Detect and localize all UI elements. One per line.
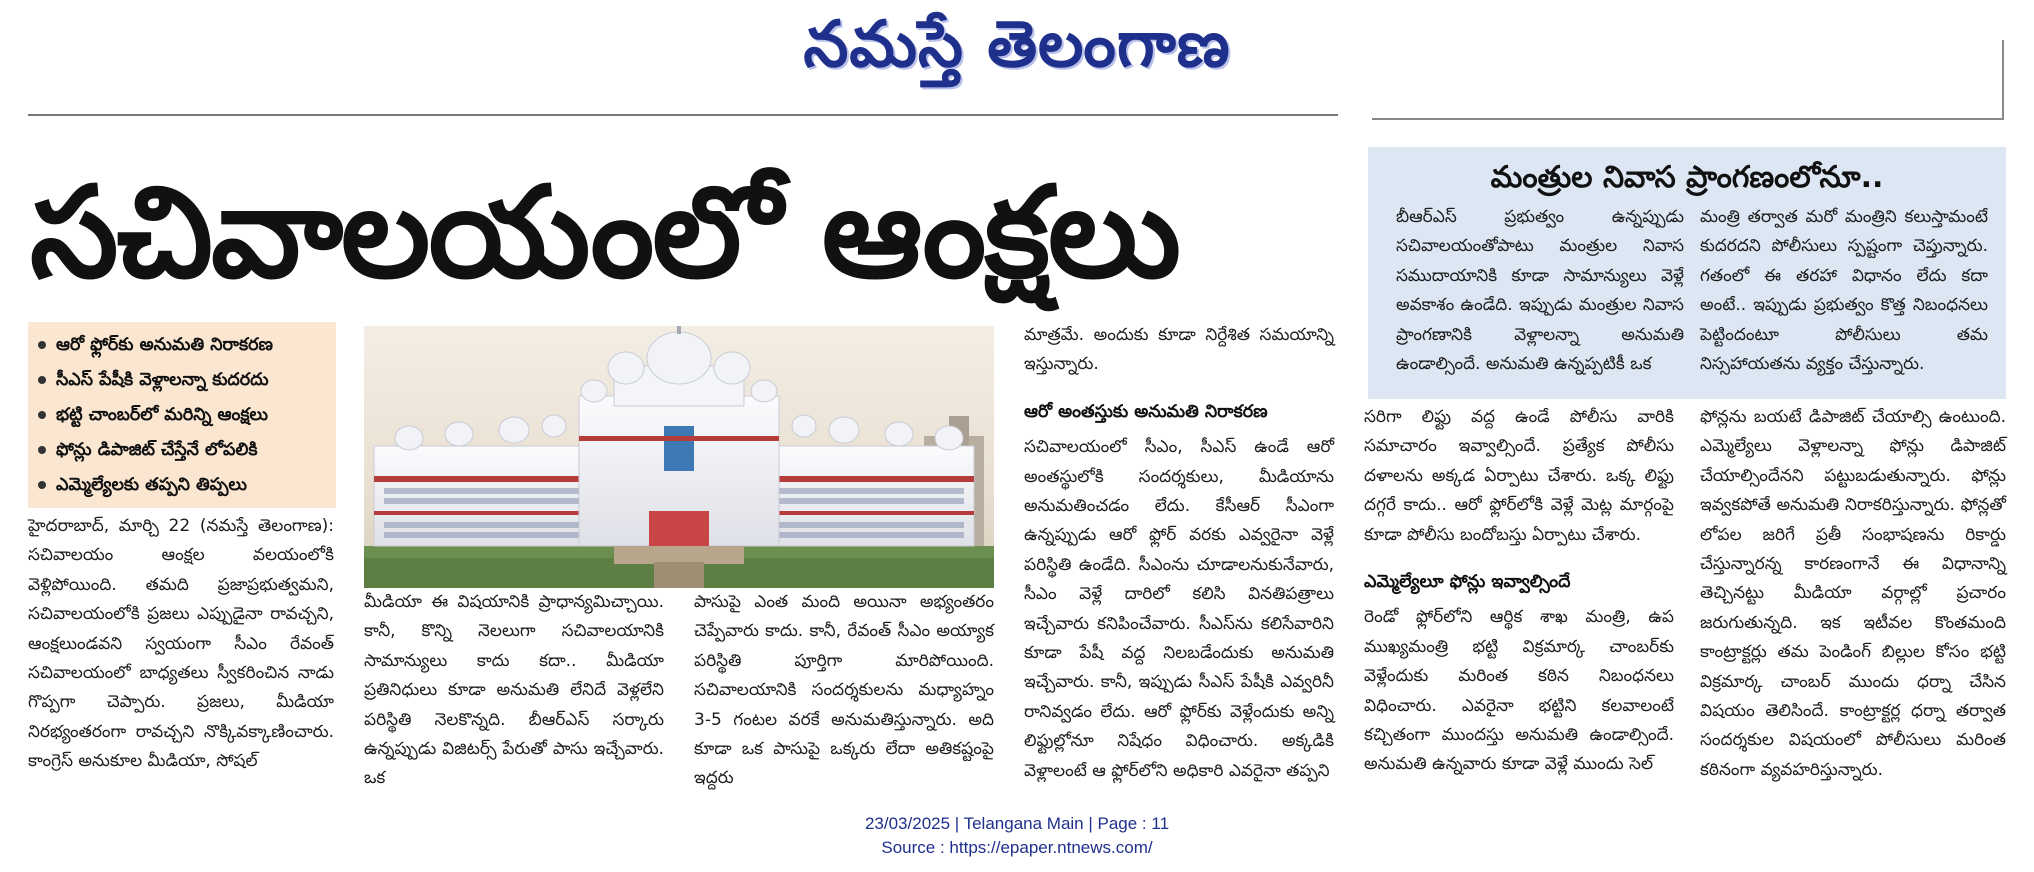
bullet-icon bbox=[38, 481, 46, 489]
bullet-icon bbox=[38, 376, 46, 384]
highlight-item: ఎమ్మెల్యేలకు తప్పని తిప్పలు bbox=[38, 468, 336, 503]
side-frame bbox=[1372, 40, 2004, 120]
article-column-3 bbox=[694, 588, 994, 794]
secretariat-building-image bbox=[364, 326, 994, 588]
subheading-mla-phones: ఎమ్మెల్యేలూ ఫోన్లు ఇవ్వాల్సిందే bbox=[1364, 572, 1571, 593]
highlight-item: ఆరో ఫ్లోర్‌కు అనుమతి నిరాకరణ bbox=[38, 328, 336, 363]
sidebox-ministers-residence bbox=[1368, 147, 2006, 399]
sidebox-column-2 bbox=[1700, 203, 1988, 379]
article-text: రెండో ఫ్లోర్‌లోని ఆర్థిక శాఖ మంత్రి, ఉప ముఖ్యమంత్రి భట్టి విక్రమార్క చాంబర్‌కు వెళ్లేందుకు మరింత కఠిన నిబంధనలు విధించారు. ఎవరైనా భట్టిని కలవాలంటే కచ్చితంగా ముందస్తు అనుమతి ఉండాల్సిందే. అనుమతి ఉన్నవారు కూడా వెళ్లే ముందు సెల్ bbox=[1364, 607, 1674, 775]
bullet-icon bbox=[38, 446, 46, 454]
article-text: ఫోన్లను బయటే డిపాజిట్ చేయాల్సి ఉంటుంది. ఎమ్మెల్యేలు వెళ్లాలన్నా ఫోన్లు డిపాజిట్ చేయాల్సిందేనని పట్టుబడుతున్నారు. ఫోన్లు ఇవ్వకపోతే అనుమతి నిరాకరిస్తున్నారు. ఫోన్లతో లోపల జరిగే ప్రతీ సంభాషణను రికార్డు చేస్తున్నారన్న కారణంగానే ఈ విధానాన్ని తెచ్చినట్టు మీడియా వర్గాల్లో ప్రచారం జరుగుతున్నది. ఇక ఇటీవల కొంతమంది కాంట్రాక్టర్లు తమ పెండింగ్ బిల్లుల కోసం భట్టి విక్రమార్క చాంబర్ ముందు ధర్నా చేసిన విషయం తెలిసిందే. కాంట్రాక్టర్ల ధర్నా తర్వాత సందర్శకుల విషయంలో పోలీసులు మరింత కఠినంగా వ్యవహరిస్తున్నారు. bbox=[1700, 407, 2006, 780]
article-text: సచివాలయంలో సీఎం, సీఎస్ ఉండే ఆరో అంతస్థులోకి సందర్శకులు, మీడియాను అనుమతించడం లేదు. కేసీఆర్ సీఎంగా ఉన్నప్పుడు ఆరో ఫ్లోర్ వరకు ఎవ్వరైనా వెళ్లే పరిస్థితి ఉండేది. సీఎంను చూడాలనుకునేవారు, సీఎం వెళ్లే దారిలో కలిసి వినతిపత్రాలు ఇచ్చేవారు కనిపించేవారు. సీఎస్‌ను కలిసేవారిని కూడా పేషీ వద్ద నిలబడేందుకు అనుమతి ఇచ్చేవారు. కానీ, ఇప్పుడు సీఎస్ పేషీకి ఎవ్వరినీ రానివ్వడం లేదు. ఆరో ఫ్లోర్‌కు వెళ్లేందుకు అన్ని లిఫ్టుల్లోనూ నిషేధం విధించారు. అక్కడికి వెళ్లాలంటే ఆ ఫ్లోర్‌లోని అధికారి ఎవరైనా తప్పని bbox=[1024, 437, 1334, 781]
article-text: సరిగా లిఫ్టు వద్ద ఉండే పోలీసు వారికి సమాచారం ఇవ్వాల్సిందే. ప్రత్యేక పోలీసు దళాలను అక్కడ ఏర్పాటు చేశారు. ఒక్క లిఫ్టు దగ్గరే కాదు.. ఆరో ఫ్లోర్‌లోకి వెళ్లే మెట్ల మార్గంపై కూడా పోలీసు బందోబస్తు ఏర్పాటు చేశారు. bbox=[1364, 407, 1674, 545]
highlights-box bbox=[28, 322, 336, 508]
article-column-2 bbox=[364, 588, 664, 794]
top-rule bbox=[28, 114, 1338, 116]
highlight-item: సీఎస్ పేషీకి వెళ్లాలన్నా కుదరదు bbox=[38, 363, 336, 398]
sidebox-column-1 bbox=[1396, 203, 1684, 379]
article-column-6 bbox=[1700, 403, 2006, 785]
subheading-sixth-floor: ఆరో అంతస్తుకు అనుమతి నిరాకరణ bbox=[1024, 401, 1268, 422]
footer-date-line: 23/03/2025 | Telangana Main | Page : 11 bbox=[864, 814, 1170, 833]
article-column-4 bbox=[1024, 321, 1334, 786]
bullet-icon bbox=[38, 411, 46, 419]
sidebox-title: మంత్రుల నివాస ప్రాంగణంలోనూ.. bbox=[1490, 160, 1884, 195]
masthead-logo: నమస్తే తెలంగాణ bbox=[803, 8, 1231, 82]
article-text: పాసుపై ఎంత మంది అయినా అభ్యంతరం చెప్పేవారు కాదు. కానీ, రేవంత్ సీఎం అయ్యాక పరిస్థితి పూర్తిగా మారిపోయింది. సచివాలయానికి సందర్శకులను మధ్యాహ్నం 3-5 గంటల వరకే అనుమతిస్తున్నారు. అది కూడా ఒక పాసుపై ఒక్కరు లేదా అతికష్టంపై ఇద్దరు bbox=[694, 592, 994, 789]
highlight-item: ఫోన్లు డిపాజిట్ చేస్తేనే లోపలికి bbox=[38, 433, 336, 468]
secretariat-photo bbox=[364, 326, 994, 588]
article-column-1 bbox=[28, 512, 334, 777]
highlight-item: భట్టి చాంబర్‌లో మరిన్ని ఆంక్షలు bbox=[38, 398, 336, 433]
article-text: మీడియా ఈ విషయానికి ప్రాధాన్యమిచ్చాయి. కానీ, కొన్ని నెలలుగా సచివాలయానికి సామాన్యులు కాదు కదా.. మీడియా ప్రతినిధులు కూడా అనుమతి లేనిదే వెళ్లలేని పరిస్థితి నెలకొన్నది. బీఆర్‌ఎస్ సర్కారు ఉన్నప్పుడు విజిటర్స్ పేరుతో పాసు ఇచ్చేవారు. ఒక bbox=[364, 592, 664, 789]
headline: సచివాలయంలో ఆంక్షలు bbox=[30, 159, 1179, 306]
sidebox-text: మంత్రి తర్వాత మరో మంత్రిని కలుస్తామంటే కుదరదని పోలీసులు స్పష్టంగా చెప్తున్నారు. గతంలో ఈ తరహా విధానం లేదు కదా అంటే.. ఇప్పుడు ప్రభుత్వం కొత్త నిబంధనలు పెట్టిందంటూ పోలీసులు తమ నిస్సహాయతను వ్యక్తం చేస్తున్నారు. bbox=[1700, 207, 1988, 375]
article-column-5 bbox=[1364, 403, 1674, 780]
bullet-icon bbox=[38, 341, 46, 349]
sidebox-text: బీఆర్‌ఎస్ ప్రభుత్వం ఉన్నప్పుడు సచివాలయంతోపాటు మంత్రుల నివాస సముదాయానికి కూడా సామాన్యులు వెళ్లే అవకాశం ఉండేది. ఇప్పుడు మంత్రుల నివాస ప్రాంగణానికి వెళ్లాలన్నా అనుమతి ఉండాల్సిందే. అనుమతి ఉన్నప్పటికీ ఒక bbox=[1396, 207, 1684, 375]
article-text: హైదరాబాద్, మార్చి 22 (నమస్తే తెలంగాణ): సచివాలయం ఆంక్షల వలయంలోకి వెళ్లిపోయింది. తమది ప్రజాప్రభుత్వమని, సచివాలయంలోకి ప్రజలు ఎప్పుడైనా రావచ్చని, ఆంక్షలుండవని స్వయంగా సీఎం రేవంత్ సచివాలయంలో బాధ్యతలు స్వీకరించిన నాడు గొప్పగా చెప్పారు. ప్రజలు, మీడియా నిరభ్యంతరంగా రావచ్చని నొక్కివక్కాణించారు. కాంగ్రెస్ అనుకూల మీడియా, సోషల్ bbox=[28, 516, 334, 772]
article-text: మాత్రమే. అందుకు కూడా నిర్దేశిత సమయాన్ని ఇస్తున్నారు. bbox=[1024, 325, 1334, 375]
footer-source-line: Source : https://epaper.ntnews.com/ bbox=[881, 838, 1153, 857]
